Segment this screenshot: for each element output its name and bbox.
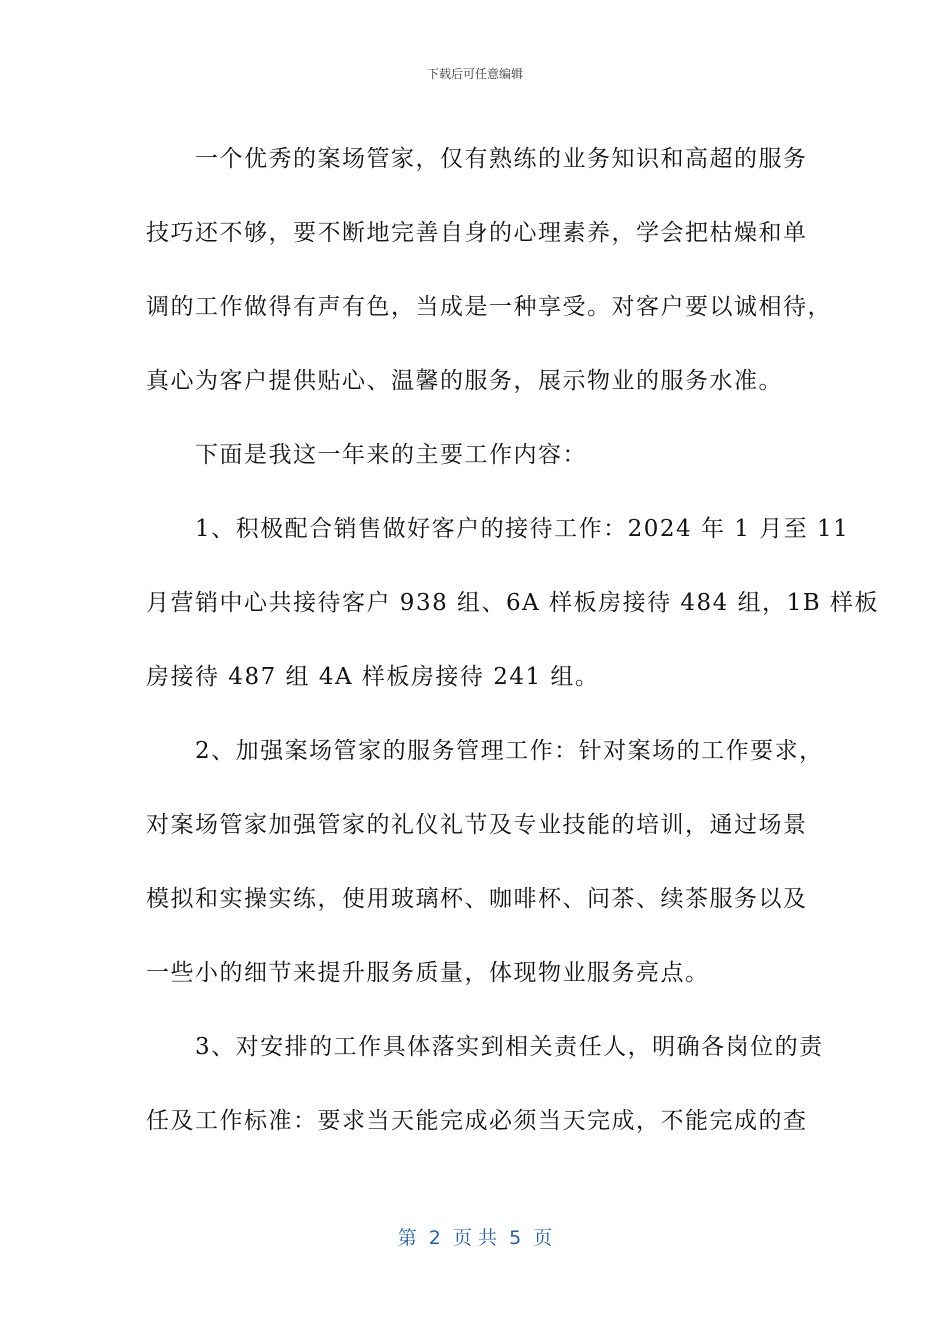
text-line: 下面是我这一年来的主要工作内容：	[146, 442, 587, 468]
text-line: 模拟和实操实练，使用玻璃杯、咖啡杯、问茶、续茶服务以及	[146, 886, 808, 912]
text-line: 一个优秀的案场管家，仅有熟练的业务知识和高超的服务	[146, 146, 808, 172]
text-line: 月营销中心共接待客户 938 组、6A 样板房接待 484 组，1B 样板	[146, 590, 879, 616]
text-line: 调的工作做得有声有色，当成是一种享受。对客户要以诚相待，	[146, 294, 832, 320]
page-number-footer: 第 2 页 共 5 页	[397, 1227, 553, 1249]
text-line: 对案场管家加强管家的礼仪礼节及专业技能的培训，通过场景	[146, 812, 808, 838]
text-line: 1、积极配合销售做好客户的接待工作：2024 年 1 月至 11	[146, 516, 850, 542]
text-line: 房接待 487 组 4A 样板房接待 241 组。	[146, 664, 600, 690]
text-line: 2、加强案场管家的服务管理工作：针对案场的工作要求，	[146, 738, 824, 764]
text-line: 一些小的细节来提升服务质量，体现物业服务亮点。	[146, 960, 710, 986]
text-line: 任及工作标准：要求当天能完成必须当天完成，不能完成的查	[146, 1108, 808, 1134]
text-line: 3、对安排的工作具体落实到相关责任人，明确各岗位的责	[146, 1034, 824, 1060]
header-note: 下载后可任意编辑	[426, 67, 523, 81]
body-text	[146, 122, 879, 1158]
text-line: 技巧还不够，要不断地完善自身的心理素养，学会把枯燥和单	[146, 220, 808, 246]
text-line: 真心为客户提供贴心、温馨的服务，展示物业的服务水准。	[146, 368, 783, 394]
